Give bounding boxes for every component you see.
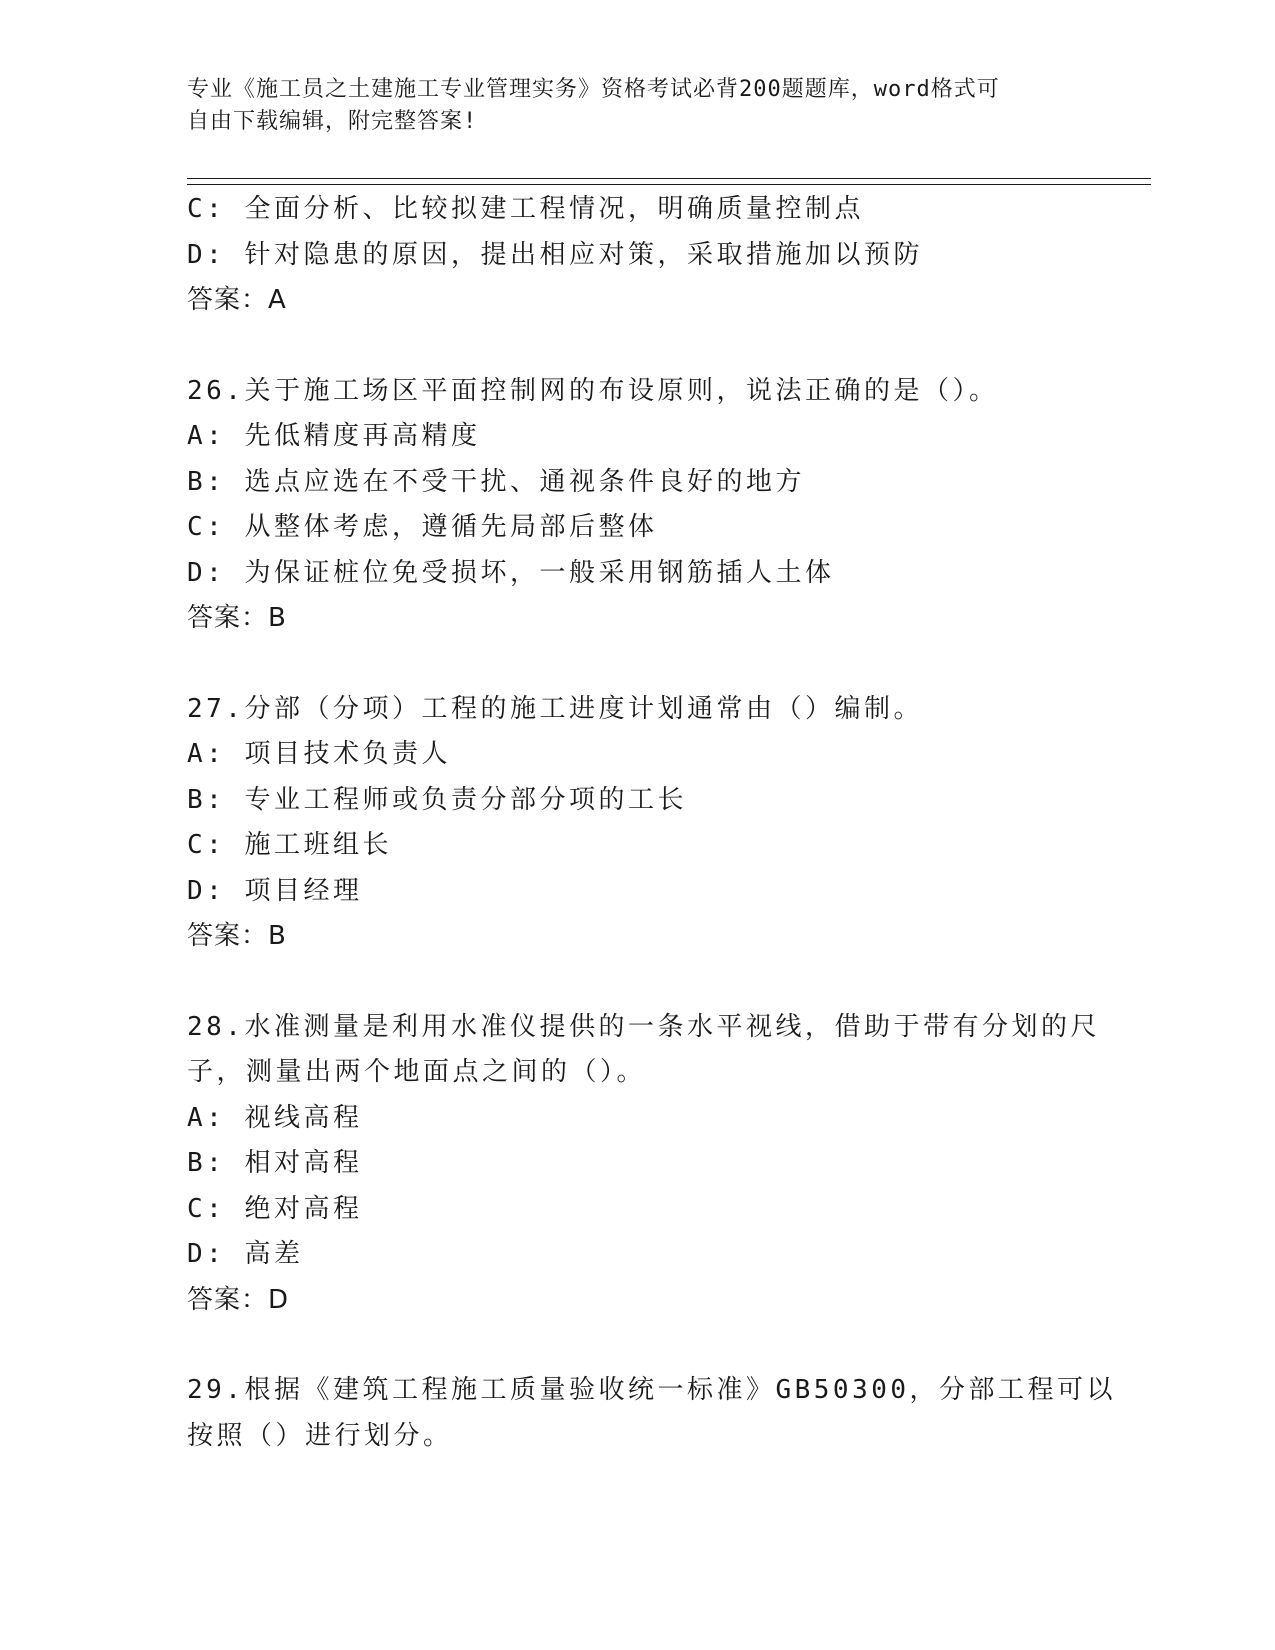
answer-option: C: 全面分析、比较拟建工程情况，明确质量控制点 <box>187 194 864 224</box>
question-text: 27.分部（分项）工程的施工进度计划通常由（）编制。 <box>187 693 923 724</box>
header-double-rule <box>187 178 1151 185</box>
answer-option: B: 专业工程师或负责分部分项的工长 <box>187 784 687 815</box>
answer-option: D: 项目经理 <box>187 875 363 906</box>
question-list <box>187 187 1117 1459</box>
answer-option: C: 绝对高程 <box>187 1193 363 1224</box>
question-text: 29.根据《建筑工程施工质量验收统一标准》GB50300，分部工程可以 <box>187 1375 1117 1405</box>
answer-option: C: 施工班组长 <box>187 830 392 860</box>
answer-key: 答案：A <box>187 285 287 315</box>
answer-option: C: 从整体考虑，遵循先局部后整体 <box>187 512 658 542</box>
question-text: 26.关于施工场区平面控制网的布设原则，说法正确的是（）。 <box>187 375 999 406</box>
answer-option: D: 高差 <box>187 1239 304 1269</box>
header-line-2: 自由下载编辑，附完整答案! <box>187 109 478 134</box>
question-block <box>187 1005 1100 1324</box>
answer-key: 答案：B <box>187 921 287 951</box>
question-text: 28.水准测量是利用水准仪提供的一条水平视线，借助于带有分划的尺 <box>187 1011 1100 1042</box>
answer-key: 答案：D <box>187 1284 290 1315</box>
question-block <box>187 187 1087 324</box>
question-text: 子，测量出两个地面点之间的（）。 <box>187 1057 647 1087</box>
answer-option: A: 先低精度再高精度 <box>187 421 481 451</box>
header-line-1: 专业《施工员之土建施工专业管理实务》资格考试必背200题题库，word格式可 <box>187 77 1000 102</box>
question-block <box>187 369 1087 642</box>
answer-option: B: 相对高程 <box>187 1148 363 1178</box>
question-block <box>187 687 1087 960</box>
answer-key: 答案：B <box>187 603 287 633</box>
document-header <box>187 74 1087 138</box>
answer-option: D: 为保证桩位免受损坏，一般采用钢筋插人土体 <box>187 557 835 588</box>
question-text: 按照（）进行划分。 <box>187 1420 453 1451</box>
answer-option: D: 针对隐患的原因，提出相应对策，采取措施加以预防 <box>187 239 923 270</box>
question-block <box>187 1368 1117 1459</box>
answer-option: A: 项目技术负责人 <box>187 739 451 769</box>
answer-option: A: 视线高程 <box>187 1102 363 1133</box>
answer-option: B: 选点应选在不受干扰、通视条件良好的地方 <box>187 466 805 497</box>
